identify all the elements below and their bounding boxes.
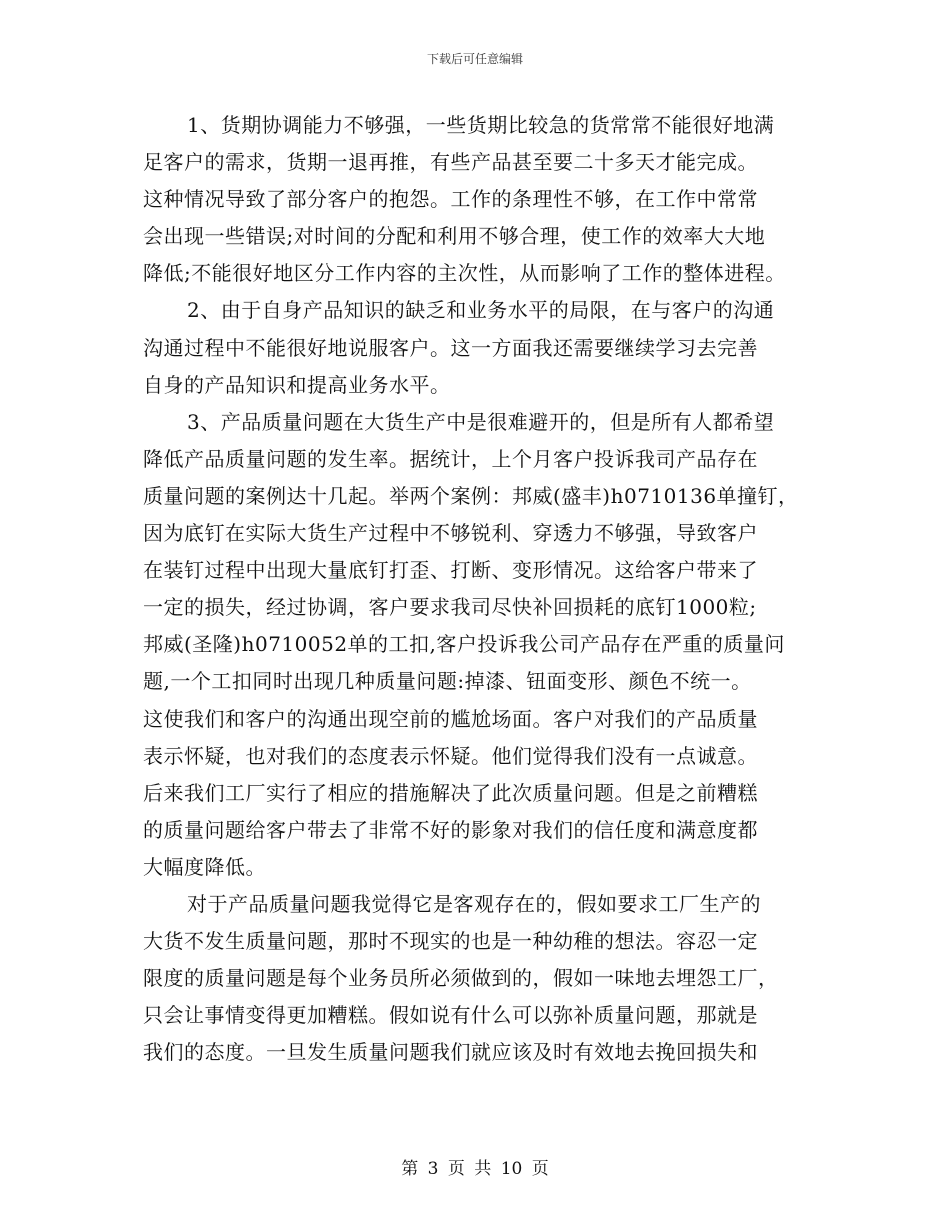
paragraph-4-line-5: 我们的态度。一旦发生质量问题我们就应该及时有效地去挽回损失和 <box>143 1040 758 1065</box>
paragraph-1-line-3: 这种情况导致了部分客户的抱怨。工作的条理性不够，在工作中常常 <box>143 187 758 212</box>
paragraph-4-line-4: 只会让事情变得更加糟糕。假如说有什么可以弥补质量问题，那就是 <box>143 1003 758 1028</box>
paragraph-1-line-1: 1、货期协调能力不够强，一些货期比较急的货常常不能很好地满 <box>187 113 775 137</box>
paragraph-4-line-2: 大货不发生质量问题，那时不现实的也是一种幼稚的想法。容忍一定 <box>143 929 758 954</box>
paragraph-3-line-2: 降低产品质量问题的发生率。据统计，上个月客户投诉我司产品存在 <box>143 446 758 471</box>
document-body <box>143 107 823 1071</box>
paragraph-3-line-4: 因为底钉在实际大货生产过程中不够锐利、穿透力不够强，导致客户 <box>143 521 758 546</box>
paragraph-1-line-4: 会出现一些错误;对时间的分配和利用不够合理，使工作的效率大大地 <box>143 224 766 249</box>
paragraph-3-line-12: 的质量问题给客户带去了非常不好的影象对我们的信任度和满意度都 <box>143 817 758 842</box>
paragraph-3-line-5: 在装钉过程中出现大量底钉打歪、打断、变形情况。这给客户带来了 <box>143 558 758 583</box>
paragraph-4-line-1: 对于产品质量问题我觉得它是客观存在的，假如要求工厂生产的 <box>187 891 761 916</box>
paragraph-3-line-7: 邦威(圣隆)h0710052单的工扣,客户投诉我公司产品存在严重的质量问 <box>143 632 785 657</box>
page-number-footer: 第 3 页 共 10 页 <box>401 1159 549 1179</box>
page-header: 下载后可任意编辑 <box>426 52 523 66</box>
paragraph-3-line-1: 3、产品质量问题在大货生产中是很难避开的，但是所有人都希望 <box>187 409 775 434</box>
paragraph-2-line-3: 自身的产品知识和提高业务水平。 <box>143 372 451 397</box>
paragraph-3-line-13: 大幅度降低。 <box>143 854 266 879</box>
paragraph-3-line-3: 质量问题的案例达十几起。举两个案例：邦威(盛丰)h0710136单撞钉， <box>143 483 799 508</box>
paragraph-2-line-2: 沟通过程中不能很好地说服客户。这一方面我还需要继续学习去完善 <box>143 335 758 360</box>
paragraph-4-line-3: 限度的质量问题是每个业务员所必须做到的，假如一味地去埋怨工厂， <box>143 966 779 991</box>
paragraph-3-line-6: 一定的损失，经过协调，客户要求我司尽快补回损耗的底钉1000粒; <box>143 595 757 620</box>
paragraph-1-line-5: 降低;不能很好地区分工作内容的主次性，从而影响了工作的整体进程。 <box>143 261 786 286</box>
paragraph-3-line-10: 表示怀疑，也对我们的态度表示怀疑。他们觉得我们没有一点诚意。 <box>143 743 758 768</box>
paragraph-3-line-9: 这使我们和客户的沟通出现空前的尴尬场面。客户对我们的产品质量 <box>143 706 758 731</box>
paragraph-2-line-1: 2、由于自身产品知识的缺乏和业务水平的局限，在与客户的沟通 <box>187 298 775 323</box>
paragraph-3-line-11: 后来我们工厂实行了相应的措施解决了此次质量问题。但是之前糟糕 <box>143 780 758 805</box>
paragraph-1-line-2: 足客户的需求，货期一退再推，有些产品甚至要二十多天才能完成。 <box>143 150 758 175</box>
paragraph-3-line-8: 题,一个工扣同时出现几种质量问题:掉漆、钮面变形、颜色不统一。 <box>143 669 752 694</box>
